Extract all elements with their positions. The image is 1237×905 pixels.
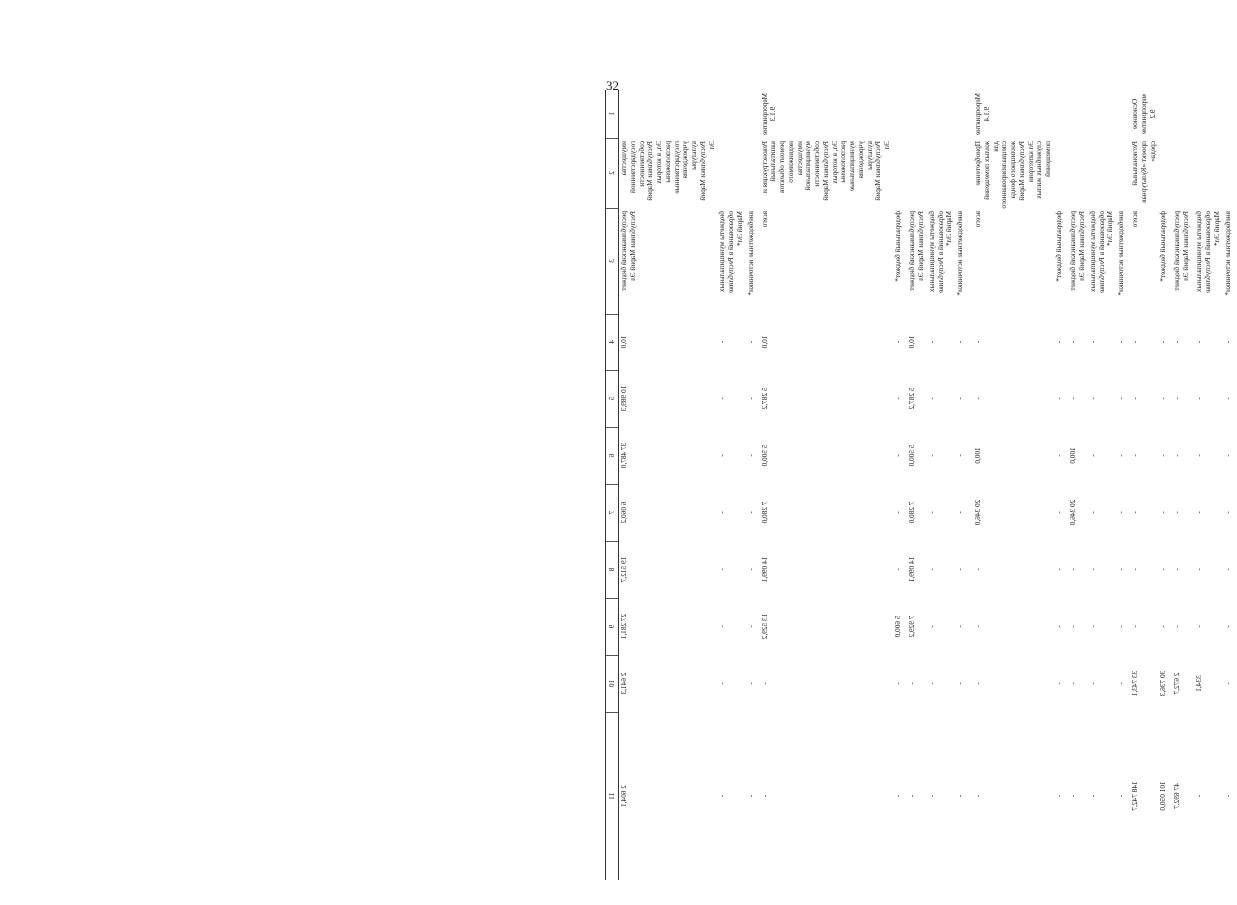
funding-source-cell: внебюджетные источники* (1116, 211, 1125, 296)
funding-source-cell: республиканский бюджет Республики Марий Эл (619, 211, 637, 291)
value-cell: - (1130, 340, 1139, 344)
value-cell: - (1158, 397, 1168, 400)
value-cell: 13 529,2 (759, 613, 769, 640)
value-cell: - (955, 625, 964, 628)
table-row (955, 90, 973, 880)
table-row (927, 90, 955, 880)
value-cell: - (892, 568, 902, 571)
table-body (619, 90, 1237, 880)
value-cell: - (1067, 794, 1077, 798)
value-cell: 20 346,0 (973, 499, 982, 526)
value-cell: - (973, 625, 982, 628)
activity-code-cell (1088, 90, 1116, 138)
value-cell: - (1158, 340, 1168, 344)
activity-code-cell (1194, 90, 1222, 138)
value-cell: - (745, 682, 755, 685)
header-cell: 5 (606, 370, 619, 427)
value-cell: - (1172, 625, 1182, 628)
value-cell: - (973, 682, 982, 685)
value-cell: - (1172, 397, 1182, 400)
value-cell: - (745, 625, 755, 628)
activity-name-cell (1068, 138, 1088, 208)
value-cell: - (1172, 454, 1182, 457)
value-cell: - (892, 794, 902, 798)
value-cell: - (1222, 794, 1232, 798)
funding-source-cell: федеральный бюджет* (1053, 211, 1063, 282)
activity-name-cell (1116, 138, 1130, 208)
activity-code-cell (907, 90, 927, 138)
value-cell: - (745, 340, 755, 344)
funding-source-cell: внебюджетные источники* (955, 211, 964, 296)
value-cell: - (926, 794, 936, 798)
value-cell: - (1222, 340, 1232, 344)
value-cell: - (955, 454, 964, 457)
activity-code-cell (927, 90, 955, 138)
value-cell: - (892, 511, 902, 514)
value-cell: - (717, 794, 727, 798)
value-cell: - (1130, 511, 1139, 514)
funding-source-cell: всего (1130, 211, 1139, 228)
activity-code-cell (619, 90, 718, 138)
header-cell: 11 (606, 712, 619, 880)
value-cell: 5 600,0 (892, 615, 902, 638)
value-cell: - (1116, 454, 1125, 457)
funding-source-cell: всего (759, 211, 769, 228)
value-cell: 30 736,3 (1158, 670, 1168, 697)
value-cell: - (1116, 397, 1125, 400)
value-cell: - (1116, 511, 1125, 514)
table-row (907, 90, 927, 880)
value-cell: - (1194, 568, 1204, 571)
activity-name-cell (1194, 138, 1222, 208)
activity-name-cell (1172, 138, 1194, 208)
funding-source-cell: бюджеты муниципальных образований в Республике Марий Эл* (1087, 211, 1115, 293)
value-cell: - (745, 568, 755, 571)
value-cell: - (892, 340, 902, 344)
value-cell: - (926, 454, 936, 457)
value-cell: 5 287,2 (906, 387, 916, 410)
value-cell: - (1067, 682, 1077, 685)
value-cell: - (926, 682, 936, 685)
table-row (746, 90, 760, 880)
value-cell: 27 281,1 (619, 613, 628, 640)
value-cell: - (906, 794, 916, 798)
funding-source-cell: бюджеты муниципальных образований в Республике Марий Эл* (926, 211, 954, 293)
value-cell: - (892, 682, 902, 685)
activity-code-cell (1068, 90, 1088, 138)
value-cell: - (1194, 511, 1204, 514)
value-cell: - (926, 397, 936, 400)
value-cell: - (1158, 568, 1168, 571)
value-cell: 19 512,7 (619, 556, 628, 583)
value-cell: - (1116, 340, 1125, 344)
funding-source-cell: республиканский бюджет Республики Марий Эл (1172, 211, 1190, 291)
table-row (619, 90, 718, 880)
value-cell: - (1087, 682, 1097, 685)
value-cell: 2 604,1 (619, 785, 628, 807)
value-cell: 100,0 (1067, 447, 1077, 464)
value-cell: - (955, 682, 964, 685)
value-cell: 334,1 (1194, 675, 1204, 692)
value-cell: - (1053, 682, 1063, 685)
value-cell: 14 099,1 (759, 556, 769, 583)
value-cell: - (1222, 625, 1232, 628)
activity-code-cell (1054, 90, 1068, 138)
value-cell: - (926, 511, 936, 514)
activity-code-cell (893, 90, 907, 138)
value-cell: - (1087, 794, 1097, 798)
value-cell: - (1087, 625, 1097, 628)
header-row (606, 90, 619, 880)
value-cell: - (926, 568, 936, 571)
value-cell: - (1053, 625, 1063, 628)
activity-name-cell (955, 138, 973, 208)
activity-code-cell (1223, 90, 1237, 138)
value-cell: - (717, 397, 727, 400)
value-cell: - (973, 340, 982, 344)
value-cell: - (1067, 625, 1077, 628)
funding-source-cell: республиканский бюджет Республики Марий Эл (906, 211, 925, 291)
value-cell: - (759, 794, 769, 798)
header-cell: 2 (606, 138, 619, 208)
value-cell: 10 989,3 (619, 385, 628, 412)
value-cell: - (955, 794, 964, 798)
value-cell: 7 280,0 (759, 501, 769, 524)
table-row (1194, 90, 1222, 880)
value-cell: - (973, 568, 982, 571)
value-cell: 20 346,0 (1067, 499, 1077, 526)
value-cell: - (1116, 794, 1125, 798)
table-row (760, 90, 893, 880)
table-row (1068, 90, 1088, 880)
value-cell: - (955, 340, 964, 344)
value-cell: - (892, 397, 902, 400)
activity-name-cell (1054, 138, 1068, 208)
value-cell: 148 742,7 (1130, 781, 1139, 811)
value-cell: - (717, 568, 727, 571)
activity-code-cell (955, 90, 973, 138)
value-cell: 5 287,2 (759, 387, 769, 410)
value-cell: - (717, 625, 727, 628)
value-cell: 7 280,0 (906, 501, 916, 524)
funding-source-cell: федеральный бюджет* (1158, 211, 1168, 282)
value-cell: - (1067, 340, 1077, 344)
value-cell: - (1053, 397, 1063, 400)
funding-source-cell: бюджеты муниципальных образований в Республике Марий Эл* (1194, 211, 1221, 293)
value-cell: - (1158, 454, 1168, 457)
value-cell: - (1222, 511, 1232, 514)
header-cell: 3 (606, 208, 619, 314)
activity-name-cell: имущества государственной собственности Республики Марий Эл, в которых расположены государственные учреждения культуры Республики Марий Эл (619, 141, 716, 201)
value-cell: - (745, 454, 755, 457)
activity-name-cell: Реконструкция и капитальный ремонт объектов недвижимого имущества муниципальной собственности Республики Марий Эл, в которых расположены муниципальные учреждения культуры Республики Марий Эл (759, 141, 891, 201)
rotated-table-frame (605, 90, 1232, 880)
value-cell: - (1053, 454, 1063, 457)
value-cell: - (745, 511, 755, 514)
activity-name-cell (927, 138, 955, 208)
value-cell: - (759, 682, 769, 685)
value-cell: - (1194, 397, 1204, 400)
budget-table (605, 90, 1237, 880)
value-cell: - (926, 625, 936, 628)
value-cell: - (1194, 794, 1204, 798)
value-cell: - (973, 794, 982, 798)
value-cell: - (955, 511, 964, 514)
value-cell: 47 692,7 (1172, 783, 1182, 809)
activity-code-cell: Мероприятие 9.1.3 (759, 93, 778, 136)
value-cell: 33 743,1 (1130, 670, 1139, 697)
activity-code-cell (1116, 90, 1130, 138)
value-cell: - (1053, 794, 1063, 798)
table-row (893, 90, 907, 880)
value-cell: - (906, 682, 916, 685)
value-cell: 10,0 (906, 335, 916, 349)
header-cell: 6 (606, 427, 619, 484)
activity-code-cell (717, 90, 745, 138)
value-cell: - (1130, 454, 1139, 457)
activity-name-cell (1223, 138, 1237, 208)
value-cell: 10,0 (759, 335, 769, 349)
funding-source-cell: внебюджетные источники* (1222, 211, 1232, 296)
value-cell: - (1222, 568, 1232, 571)
value-cell: 101 050,0 (1158, 781, 1168, 811)
activity-code-cell: Основное мероприятие 9.2 (1130, 93, 1157, 135)
value-cell: - (717, 682, 727, 685)
value-cell: 2 641,3 (619, 672, 628, 695)
value-cell: 10,0 (619, 335, 628, 349)
value-cell: - (1222, 454, 1232, 457)
table-row (1172, 90, 1194, 880)
value-cell: 14 099,1 (906, 556, 916, 583)
funding-source-cell: республиканский бюджет Республики Марий Эл (1067, 211, 1086, 291)
value-cell: - (1172, 511, 1182, 514)
page-number: 32 (606, 78, 619, 93)
value-cell: - (1053, 511, 1063, 514)
value-cell: - (1222, 397, 1232, 400)
value-cell: - (955, 568, 964, 571)
value-cell: - (1158, 511, 1168, 514)
header-cell: 8 (606, 541, 619, 598)
header-cell: 4 (606, 314, 619, 370)
value-cell: - (1172, 568, 1182, 571)
funding-source-cell: федеральный бюджет* (892, 211, 902, 282)
value-cell: - (1067, 568, 1077, 571)
value-cell: - (1087, 397, 1097, 400)
activity-name-cell (907, 138, 927, 208)
value-cell: - (1222, 682, 1232, 685)
table-row (973, 90, 1054, 880)
table-row (1223, 90, 1237, 880)
table-row (1116, 90, 1130, 880)
value-cell: - (745, 794, 755, 798)
value-cell: - (926, 340, 936, 344)
activity-code-cell (746, 90, 760, 138)
table-row (1054, 90, 1068, 880)
value-cell: 7 929,2 (906, 615, 916, 638)
activity-code-cell (1172, 90, 1194, 138)
value-cell: - (1053, 340, 1063, 344)
value-cell: - (1194, 340, 1204, 344)
value-cell: - (1053, 568, 1063, 571)
value-cell: - (1087, 454, 1097, 457)
value-cell: - (1116, 682, 1125, 685)
activity-code-cell (1158, 90, 1172, 138)
value-cell: - (1116, 568, 1125, 571)
value-cell: 6 060,2 (619, 501, 628, 524)
funding-source-cell: бюджеты муниципальных образований в Республике Марий Эл* (717, 211, 744, 293)
value-cell: - (717, 454, 727, 457)
activity-name-cell (1158, 138, 1172, 208)
value-cell: 2 672,7 (1172, 672, 1182, 695)
activity-name-cell: Приобретение жилых помещений для специализированного жилищного фонда Республики Марий Эл категории служебных жилых помещений (973, 141, 1052, 209)
value-cell: - (1172, 340, 1182, 344)
value-cell: - (1067, 397, 1077, 400)
value-cell: - (1194, 625, 1204, 628)
header-cell: 9 (606, 598, 619, 655)
value-cell: 5 500,0 (906, 444, 916, 467)
activity-name-cell (893, 138, 907, 208)
table-row (1158, 90, 1172, 880)
value-cell: - (1130, 568, 1139, 571)
table-row (1130, 90, 1158, 880)
header-cell: 10 (606, 655, 619, 712)
value-cell: - (1116, 625, 1125, 628)
value-cell: - (1087, 511, 1097, 514)
activity-code-cell: Мероприятие 9.1.4 (973, 93, 991, 136)
funding-source-cell: внебюджетные источники* (745, 211, 755, 296)
value-cell: - (892, 454, 902, 457)
activity-name-cell (717, 138, 745, 208)
value-cell: - (1130, 397, 1139, 400)
value-cell: 5 500,0 (759, 444, 769, 467)
header-cell: 1 (606, 90, 619, 138)
activity-name-cell (746, 138, 760, 208)
value-cell: 37 487,0 (619, 442, 628, 469)
value-cell: - (955, 397, 964, 400)
activity-name-cell (1088, 138, 1116, 208)
value-cell: - (1158, 625, 1168, 628)
value-cell: 100,0 (973, 447, 982, 464)
table-row (1088, 90, 1116, 880)
value-cell: - (1130, 625, 1139, 628)
funding-source-cell: всего (973, 211, 982, 228)
value-cell: - (745, 397, 755, 400)
value-cell: - (717, 340, 727, 344)
table-row (717, 90, 745, 880)
value-cell: - (1087, 340, 1097, 344)
header-cell: 7 (606, 484, 619, 541)
value-cell: - (1087, 568, 1097, 571)
activity-name-cell: Региональный проект «Культурная среда» (1130, 141, 1157, 203)
value-cell: - (717, 511, 727, 514)
value-cell: - (973, 397, 982, 400)
value-cell: - (1194, 454, 1204, 457)
